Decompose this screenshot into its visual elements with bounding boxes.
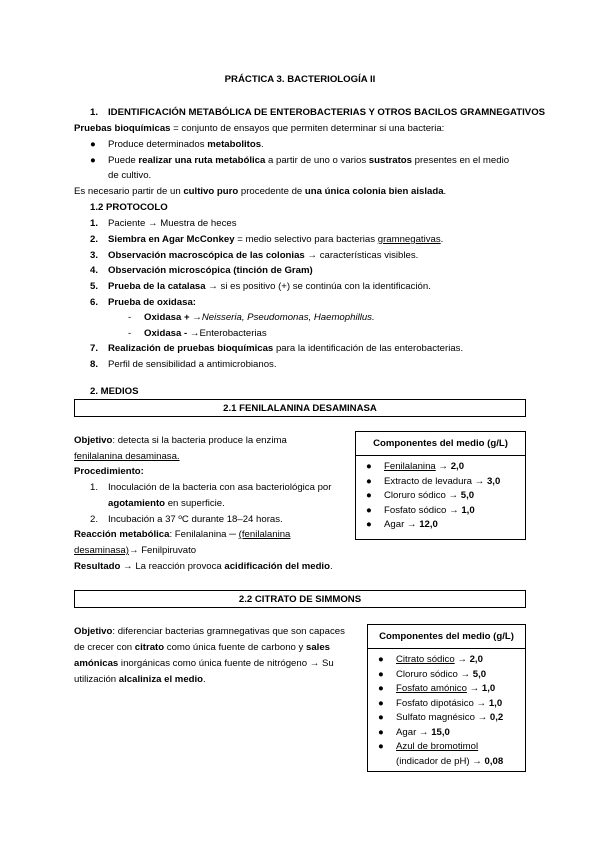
component-name: Fenilalanina: [384, 461, 436, 472]
component-name: Extracto de levadura: [384, 475, 472, 487]
component-item: [356, 518, 525, 533]
procedure-label: Procedimiento:: [74, 466, 144, 477]
components-list: [368, 649, 525, 773]
arrow-icon: →: [446, 504, 462, 516]
protocol-step: 8. Perfil de sensibilidad a antimicrobianos.: [90, 359, 277, 370]
list-item-continuation: de cultivo.: [108, 170, 152, 181]
bullet-icon: ●: [366, 519, 372, 530]
component-value: 12,0: [419, 519, 438, 530]
component-item: [368, 711, 525, 726]
objective-line: de crecer con citrato como única fuente de carbono y sales: [74, 642, 331, 653]
arrow-icon: →: [466, 683, 482, 694]
component-name: Citrato sódico: [396, 654, 455, 665]
component-item: [368, 668, 525, 683]
component-name: Sulfato magnésico: [396, 712, 475, 723]
bullet-icon: ●: [366, 461, 372, 472]
component-item: [356, 475, 525, 490]
protocol-step: 1. Paciente → Muestra de heces: [90, 218, 237, 229]
component-name: Fosfato dipotásico: [396, 697, 474, 709]
component-item: [356, 460, 525, 475]
component-value: 2,0: [469, 654, 483, 665]
arrow-icon: →: [457, 668, 473, 680]
component-note: (indicador de pH): [396, 755, 470, 767]
component-item: [368, 653, 525, 668]
component-item: [356, 504, 525, 519]
bullet-icon: ●: [378, 741, 384, 752]
component-value: 3,0: [486, 475, 501, 487]
components-list: [356, 456, 525, 537]
citrato-title-box: 2.2 CITRATO DE SIMMONS: [74, 590, 526, 608]
protocol-step: 6. Prueba de oxidasa:: [90, 297, 196, 308]
arrow-icon: →: [404, 519, 420, 530]
protocol-step: 3. Observación macroscópica de las colonias → características visibles.: [90, 250, 419, 261]
component-value: 1,0: [488, 697, 503, 709]
component-name: Agar: [396, 726, 417, 738]
protocol-step: 5. Prueba de la catalasa → si es positivo (+) se continúa con la identificación.: [90, 281, 431, 292]
reaction-line: Reacción metabólica: Fenilalanina ─ (fenilalanina: [74, 529, 291, 540]
bullet-icon: ●: [366, 504, 372, 516]
enzyme-name: fenilalanina desaminasa.: [74, 451, 180, 462]
component-value: 2,0: [450, 461, 465, 472]
procedure-step: 2. Incubación a 37 ºC durante 18–24 horas.: [90, 514, 283, 525]
component-item: [356, 489, 525, 504]
component-name: Azul de bromotimol: [396, 741, 479, 752]
section-2-heading: 2. MEDIOS: [90, 386, 139, 397]
page-title: PRÁCTICA 3. BACTERIOLOGÍA II: [224, 74, 376, 85]
component-item: [368, 682, 525, 697]
component-item: [368, 726, 525, 741]
protocol-step: 7. Realización de pruebas bioquímicas para la identificación de las enterobacterias.: [90, 343, 464, 354]
list-item: ● Puede realizar una ruta metabólica a partir de uno o varios sustratos presentes en el medio: [90, 155, 510, 166]
component-name: Agar: [384, 519, 405, 530]
section-1-heading: 1. IDENTIFICACIÓN METABÓLICA DE ENTEROBACTERIAS Y OTROS BACILOS GRAMNEGATIVOS: [90, 107, 546, 118]
components-box-citrato: [367, 624, 526, 772]
procedure-step: 1. Inoculación de la bacteria con asa bacteriológica por: [90, 482, 332, 493]
component-value: 0,2: [489, 712, 504, 723]
objective-line: Objetivo: detecta si la bacteria produce la enzima: [74, 435, 287, 446]
fenilalanina-title-box: 2.1 FENILALANINA DESAMINASA: [74, 399, 526, 417]
list-item: ● Produce determinados metabolitos.: [90, 139, 264, 150]
protocol-step: 4. Observación microscópica (tinción de Gram): [90, 265, 313, 276]
arrow-icon: →: [445, 490, 461, 501]
component-name: Cloruro sódico: [384, 490, 446, 501]
components-title: Componentes del medio (g/L): [368, 625, 525, 649]
arrow-icon: →: [416, 726, 432, 738]
component-value: 15,0: [431, 726, 450, 738]
bullet-icon: ●: [366, 490, 372, 501]
definition-line: Pruebas bioquímicas = conjunto de ensayos que permiten determinar si una bacteria:: [74, 123, 445, 134]
arrow-icon: →: [472, 475, 487, 487]
bullet-icon: ●: [378, 697, 384, 709]
component-item: [368, 697, 525, 712]
component-value: 1,0: [481, 683, 496, 694]
protocol-step: 2. Siembra en Agar McConkey = medio selectivo para bacterias gramnegativas.: [90, 234, 444, 245]
bullet-icon: ●: [366, 475, 372, 487]
oxidase-item: - Oxidasa + →Neisseria, Pseudomonas, Haemophillus.: [128, 312, 375, 323]
objective-line: Objetivo: diferenciar bacterias gramnegativas que son capaces: [74, 626, 345, 637]
objective-line: amónicas inorgánicas como única fuente de nitrógeno → Su: [74, 658, 334, 669]
component-value: 5,0: [472, 668, 487, 680]
component-name: Fosfato amónico: [396, 683, 467, 694]
component-item: [368, 740, 525, 769]
arrow-icon: →: [454, 654, 470, 665]
bullet-icon: ●: [378, 712, 384, 723]
protocol-heading: 1.2 PROTOCOLO: [90, 202, 168, 213]
bullet-icon: ●: [378, 654, 384, 665]
arrow-icon: →: [473, 697, 489, 709]
reaction-line-continuation: desaminasa)→ Fenilpiruvato: [74, 545, 197, 556]
requirement-line: Es necesario partir de un cultivo puro procedente de una única colonia bien aislada.: [74, 186, 447, 197]
component-value: 5,0: [460, 490, 475, 501]
arrow-icon: →: [435, 461, 451, 472]
oxidase-item: - Oxidasa - →Enterobacterias: [128, 328, 267, 339]
objective-line: utilización alcaliniza el medio.: [74, 674, 206, 685]
components-box-fenilalanina: [355, 431, 526, 540]
component-name: Cloruro sódico: [396, 668, 458, 680]
components-title: Componentes del medio (g/L): [356, 432, 525, 456]
component-name: Fosfato sódico: [384, 504, 447, 516]
arrow-icon: →: [474, 712, 490, 723]
component-value: 0,08: [484, 755, 504, 767]
bullet-icon: ●: [378, 726, 384, 738]
bullet-icon: ●: [378, 668, 384, 680]
bullet-icon: ●: [378, 683, 384, 694]
component-value: 1,0: [461, 504, 475, 516]
procedure-step-continuation: agotamiento en superficie.: [108, 498, 225, 509]
arrow-icon: →: [469, 755, 485, 767]
result-line: Resultado → La reacción provoca acidificación del medio.: [74, 561, 333, 572]
